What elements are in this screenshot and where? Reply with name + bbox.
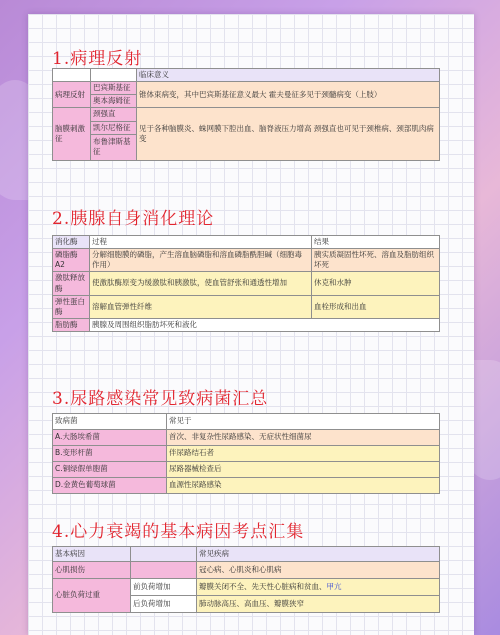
s4-cause-cell: 心肌损伤 [53,562,131,579]
s1-meaning-cell: 锥体束病变，其中巴宾斯基征意义最大 霍夫曼征多见于颈髓病变（上肢） [137,82,440,108]
s4-sub-cell [131,562,197,579]
s1-header-blank [53,69,91,82]
s4-disease-cell [197,562,440,579]
s3-seen-cell: 首次、非复杂性尿路感染、无症状性细菌尿 [167,430,440,446]
s3-bug-cell: D.金黄色葡萄球菌 [53,478,167,494]
s3-seen-cell: 伴尿路结石者 [167,446,440,462]
s1-header-meaning: 临床意义 [137,69,440,82]
s2-header-enzyme: 消化酶 [53,236,90,249]
s4-disease-cell [197,579,440,596]
s4-header-blank [131,547,197,562]
s2-process-cell: 分解细胞膜的磷脂，产生溶血脑磷脂和溶血磷脂酰胆碱（细胞毒作用） [90,249,312,272]
s1-item-cell: 奥本海姆征 [91,95,137,108]
s2-enzyme-cell: 激肽释放酶 [53,272,90,295]
s2-process-cell: 溶解血管弹性纤维 [90,295,312,318]
section-1-title: 1.病理反射 [52,49,143,69]
s4-cause-cell: 心脏负荷过重 [53,579,131,613]
s3-bug-cell: B.变形杆菌 [53,446,167,462]
s1-item-cell: 凯尔尼格征 [91,121,137,134]
section-3-title: 3.尿路感染常见致病菌汇总 [52,389,269,409]
s1-header-blank [91,69,137,82]
s2-header-result: 结果 [312,236,440,249]
s2-enzyme-cell: 弹性蛋白酶 [53,295,90,318]
s2-result-cell: 休克和水肿 [312,272,440,295]
s4-sub-cell: 后负荷增加 [131,596,197,613]
s2-process-cell: 使激肽酶原变为缓激肽和胰激肽，使血管舒张和通透性增加 [90,272,312,295]
s1-group-cell: 脑膜刺激征 [53,108,91,160]
s4-sub-cell: 前负荷增加 [131,579,197,596]
s3-bug-cell: C.铜绿假单胞菌 [53,462,167,478]
s1-group-cell: 病理反射 [53,82,91,108]
section-3-table [52,413,440,494]
s1-item-cell: 巴宾斯基征 [91,82,137,95]
section-1-table [52,68,440,161]
s3-seen-cell: 尿路器械检查后 [167,462,440,478]
s4-disease-text: 肺动脉高压、高血压、瓣膜狭窄 [199,598,304,608]
s3-header-seen: 常见于 [167,414,440,430]
section-4-table [52,546,440,613]
section-2-title: 2.胰腺自身消化理论 [52,209,215,229]
s1-item-cell: 颈强直 [91,108,137,121]
s4-disease-highlight: 甲亢 [326,581,342,591]
s4-disease-cell [197,596,440,613]
s2-result-cell: 胰实质凝固性坏死、溶血及脂肪组织坏死 [312,249,440,272]
section-4-title: 4.心力衰竭的基本病因考点汇集 [52,522,305,542]
s2-process-cell: 胰腺及周围组织脂肪坏死和液化 [90,318,440,331]
s4-header-cause: 基本病因 [53,547,131,562]
s2-enzyme-cell: 磷脂酶A2 [53,249,90,272]
s3-seen-cell: 血源性尿路感染 [167,478,440,494]
s4-disease-text: 瓣膜关闭不全、先天性心脏病和贫血、 [199,581,327,591]
s2-enzyme-cell: 脂肪酶 [53,318,90,331]
s4-disease-text: 冠心病、心肌炎和心肌病 [199,564,282,574]
s1-meaning-cell: 见于各种脑膜炎、蛛网膜下腔出血、脑脊液压力增高 颈强直也可见于颈椎病、颈部肌肉病变 [137,108,440,160]
section-2-table [52,235,440,332]
s4-header-disease: 常见疾病 [197,547,440,562]
s2-header-process: 过程 [90,236,312,249]
s3-bug-cell: A.大肠埃希菌 [53,430,167,446]
s1-item-cell: 布鲁津斯基征 [91,134,137,160]
s3-header-bug: 致病菌 [53,414,167,430]
s2-result-cell: 血栓形成和出血 [312,295,440,318]
